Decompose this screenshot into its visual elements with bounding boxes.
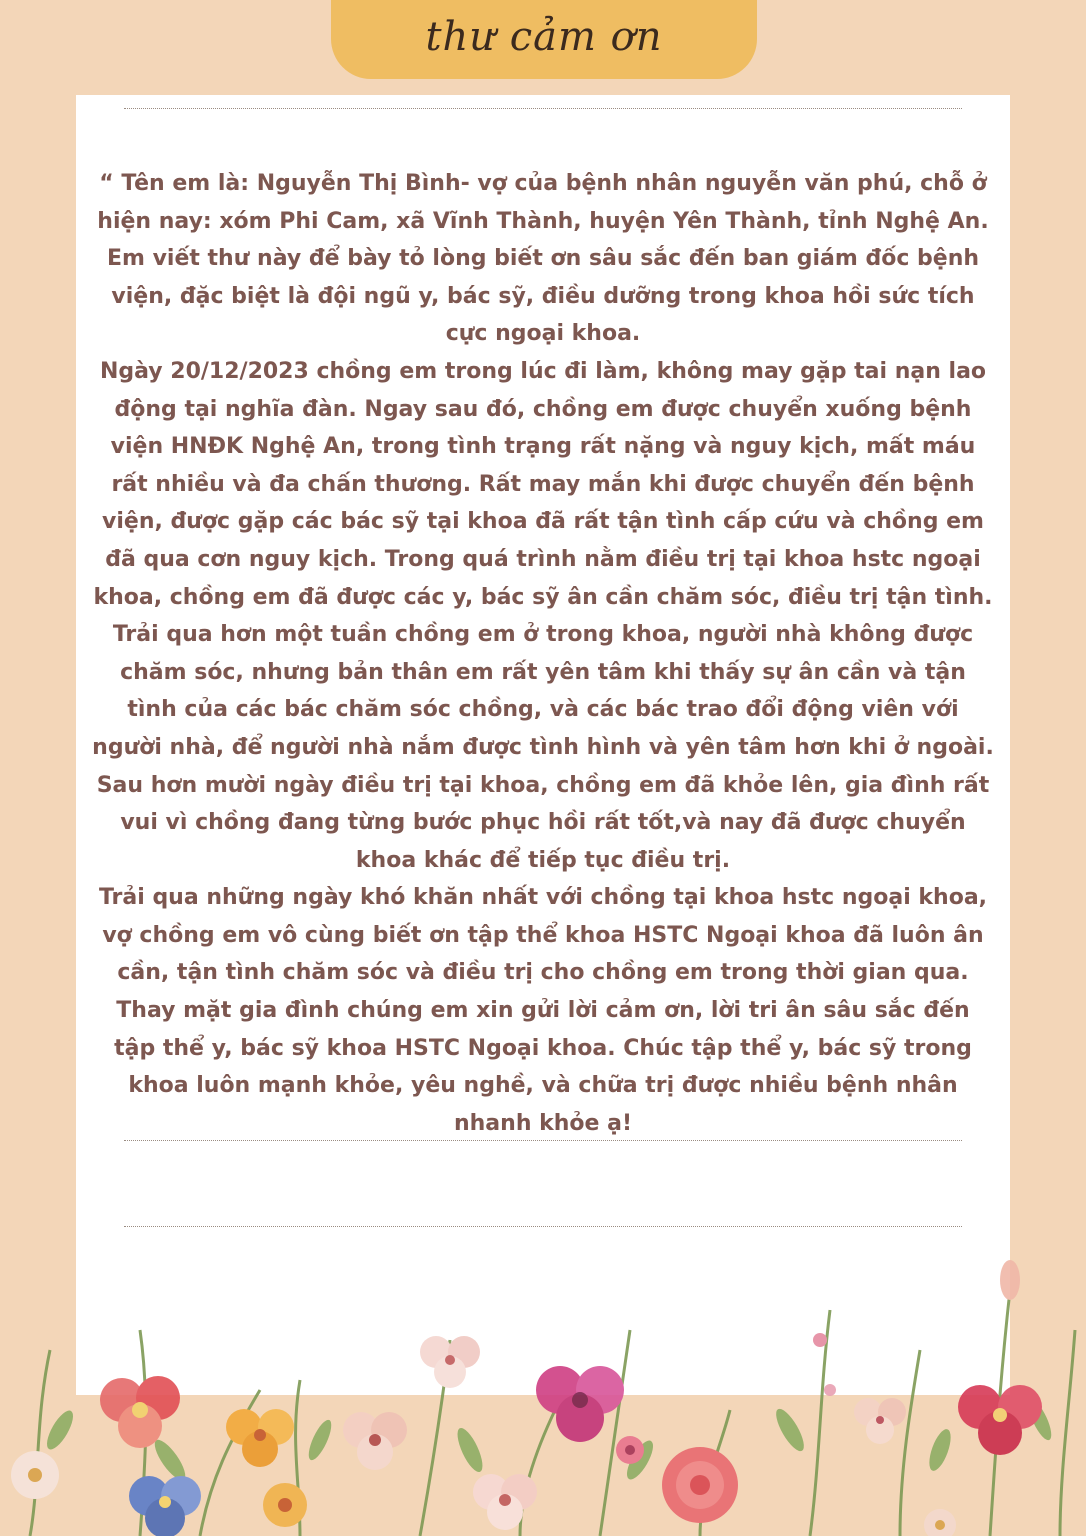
top-rule	[124, 108, 962, 109]
letter-paragraph-2: Ngày 20/12/2023 chồng em trong lúc đi làm, không may gặp tai nạn lao động tại nghĩa đàn. Ngay sau đó, chồng em được chuyển xuống bệnh viện HNĐK Nghệ An, trong tình trạng rất nặng và nguy kịch, mất máu rất nhiều và đa chấn thương. Rất may mắn khi được chuyển đến bệnh viện, được gặp các bác sỹ tại khoa đã rất tận tình cấp cứu và chồng em đã qua cơn nguy kịch. Trong quá trình nằm điều trị tại khoa hstc ngoại khoa, chồng em đã được các y, bác sỹ ân cần chăm sóc, điều trị tận tình. Trải qua hơn một tuần chồng em ở trong khoa, người nhà không được chăm sóc, nhưng bản thân em rất yên tâm khi thấy sự ân cần và tận tình của các bác chăm sóc chồng, và các bác trao đổi động viên với người nhà, để người nhà nắm được tình hình và yên tâm hơn khi ở ngoài. Sau hơn mười ngày điều trị tại khoa, chồng em đã khỏe lên, gia đình rất vui vì chồng đang từng bước phục hồi rất tốt,và nay đã được chuyển khoa khác để tiếp tục điều trị.	[92, 358, 994, 873]
letter-paragraph-1: “ Tên em là: Nguyễn Thị Bình- vợ của bệnh nhân nguyễn văn phú, chỗ ở hiện nay: xóm Phi Cam, xã Vĩnh Thành, huyện Yên Thành, tỉnh Nghệ An. Em viết thư này để bày tỏ lòng biết ơn sâu sắc đến ban giám đốc bệnh viện, đặc biệt là đội ngũ y, bác sỹ, điều dưỡng trong khoa hồi sức tích cực ngoại khoa.	[97, 171, 989, 347]
letter-paper	[76, 95, 1010, 1395]
rule-after-letter	[124, 1140, 962, 1141]
signature-rule	[124, 1226, 962, 1227]
page-title: thư cảm ơn	[425, 13, 663, 60]
letter-body	[92, 165, 994, 1142]
watercolor-flowers-icon	[0, 1240, 1086, 1536]
title-banner	[331, 0, 757, 79]
letter-paragraph-3: Trải qua những ngày khó khăn nhất với chồng tại khoa hstc ngoại khoa, vợ chồng em vô cùng biết ơn tập thể khoa HSTC Ngoại khoa đã luôn ân cần, tận tình chăm sóc và điều trị cho chồng em trong thời gian qua. Thay mặt gia đình chúng em xin gửi lời cảm ơn, lời tri ân sâu sắc đến tập thể y, bác sỹ khoa HSTC Ngoại khoa. Chúc tập thể y, bác sỹ trong khoa luôn mạnh khỏe, yêu nghề, và chữa trị được nhiều bệnh nhân nhanh khỏe ạ!	[98, 885, 988, 1136]
